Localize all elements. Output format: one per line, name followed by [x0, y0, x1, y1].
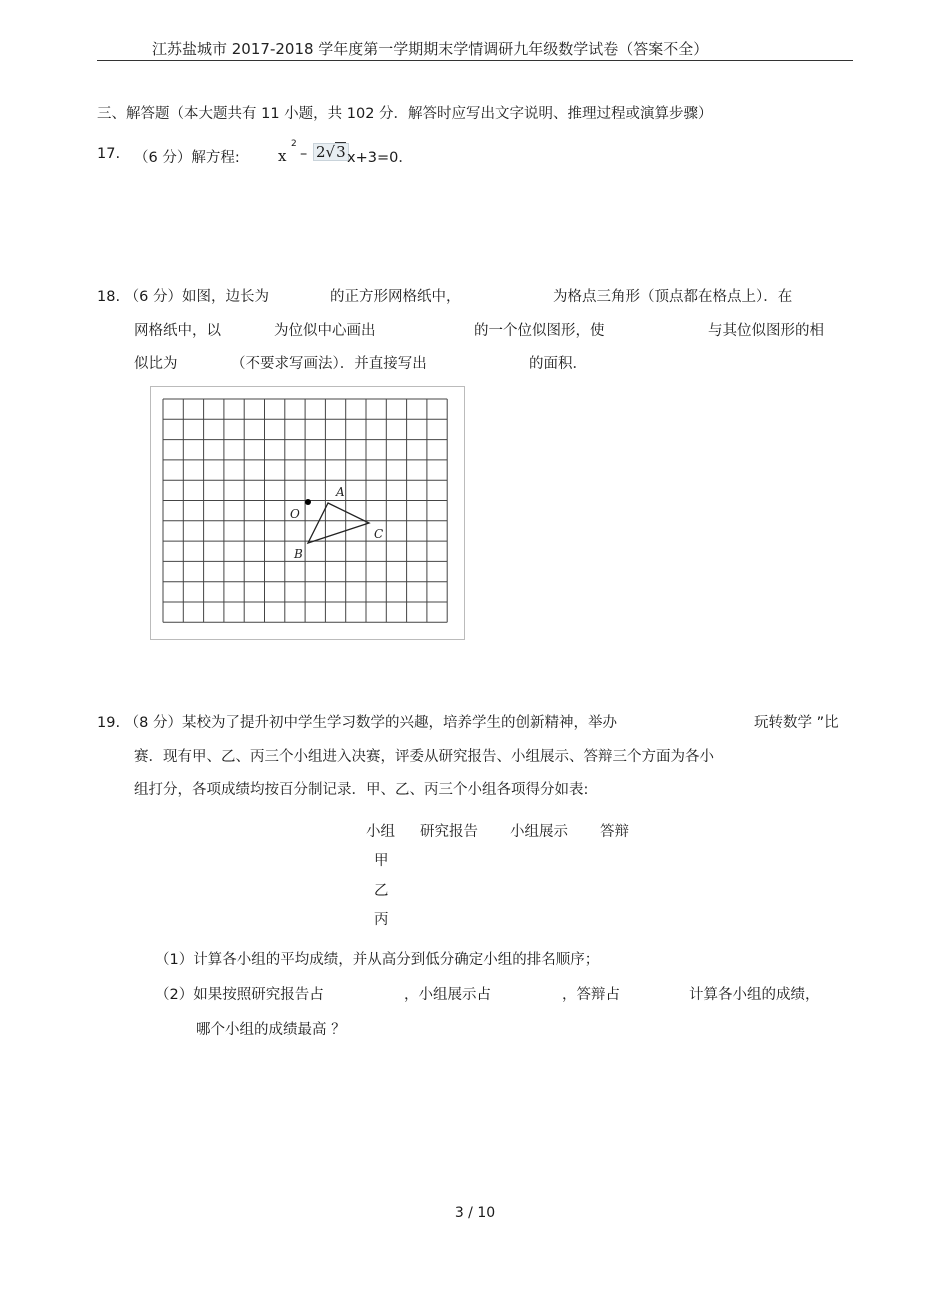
q18-line2-d: 与其位似图形的相	[708, 323, 824, 339]
q18-line3-b: （不要求写画法）．并直接写出	[231, 356, 427, 372]
table-row-yi: 乙	[374, 883, 389, 899]
q18-line1-a: 18. （6 分）如图，边长为	[97, 289, 270, 305]
q18-line2-c: 的一个位似图形，使	[474, 323, 605, 339]
q17-number: 17.	[97, 146, 121, 162]
q17-superscript: 2	[291, 139, 297, 149]
grid-figure-svg	[150, 386, 465, 640]
header-rule	[97, 60, 853, 61]
sqrt-icon: √	[325, 143, 336, 161]
point-o	[305, 499, 311, 505]
table-header-group: 小组	[366, 824, 395, 840]
table-row-jia: 甲	[374, 853, 389, 869]
page-number: 3 / 10	[454, 1205, 496, 1221]
q19-sub2-line2: 哪个小组的成绩最高 ？	[196, 1022, 346, 1038]
q17-minus: –	[300, 146, 308, 162]
q18-line3-a: 似比为	[134, 356, 178, 372]
table-header-defense: 答辩	[600, 824, 629, 840]
q17-tail: x+3=0．	[347, 150, 413, 166]
q19-sub2-a: （2）如果按照研究报告占	[155, 987, 324, 1003]
q19-sub2-c: ，答辩占	[562, 987, 620, 1003]
table-header-display: 小组展示	[510, 824, 568, 840]
table-header-report: 研究报告	[420, 824, 478, 840]
q19-line2: 赛．现有甲、乙、丙三个小组进入决赛，评委从研究报告、小组展示、答辩三个方面为各小	[134, 749, 714, 765]
q17-coefficient: 2	[316, 143, 326, 161]
q18-line2-b: 为位似中心画出	[274, 323, 376, 339]
q19-line1-a: 19. （8 分）某校为了提升初中学生学习数学的兴趣，培养学生的创新精神，举办	[97, 715, 618, 731]
label-b: B	[294, 547, 303, 561]
grid-figure	[150, 386, 465, 640]
q17-x: x	[278, 147, 287, 165]
q17-radicand: 3	[336, 143, 346, 161]
q17-radical-image	[313, 143, 349, 161]
label-o: O	[290, 507, 300, 521]
document-header: 江苏盐城市 2017-2018 学年度第一学期期末学情调研九年级数学试卷（答案不全）	[152, 40, 709, 58]
q18-line2-a: 网格纸中，以	[134, 323, 221, 339]
q19-sub2-b: ，小组展示占	[404, 987, 491, 1003]
q19-sub1: （1）计算各小组的平均成绩，并从高分到低分确定小组的排名顺序；	[155, 952, 600, 968]
label-a: A	[336, 485, 345, 499]
section-heading: 三、解答题（本大题共有 11 小题，共 102 分．解答时应写出文字说明、推理过程或演算步骤）	[97, 106, 713, 122]
q18-line3-c: 的面积．	[529, 356, 587, 372]
q19-line1-b: 玩转数学 ”比	[754, 715, 839, 731]
q17-points: （6 分）解方程:	[134, 150, 240, 166]
table-row-bing: 丙	[374, 912, 389, 928]
q18-line1-b: 的正方形网格纸中，	[330, 289, 461, 305]
q19-line3: 组打分，各项成绩均按百分制记录．甲、乙、丙三个小组各项得分如表:	[134, 782, 589, 798]
q19-sub2-d: 计算各小组的成绩，	[689, 987, 820, 1003]
q18-line1-c: 为格点三角形（顶点都在格点上）．在	[553, 289, 793, 305]
label-c: C	[374, 527, 384, 541]
